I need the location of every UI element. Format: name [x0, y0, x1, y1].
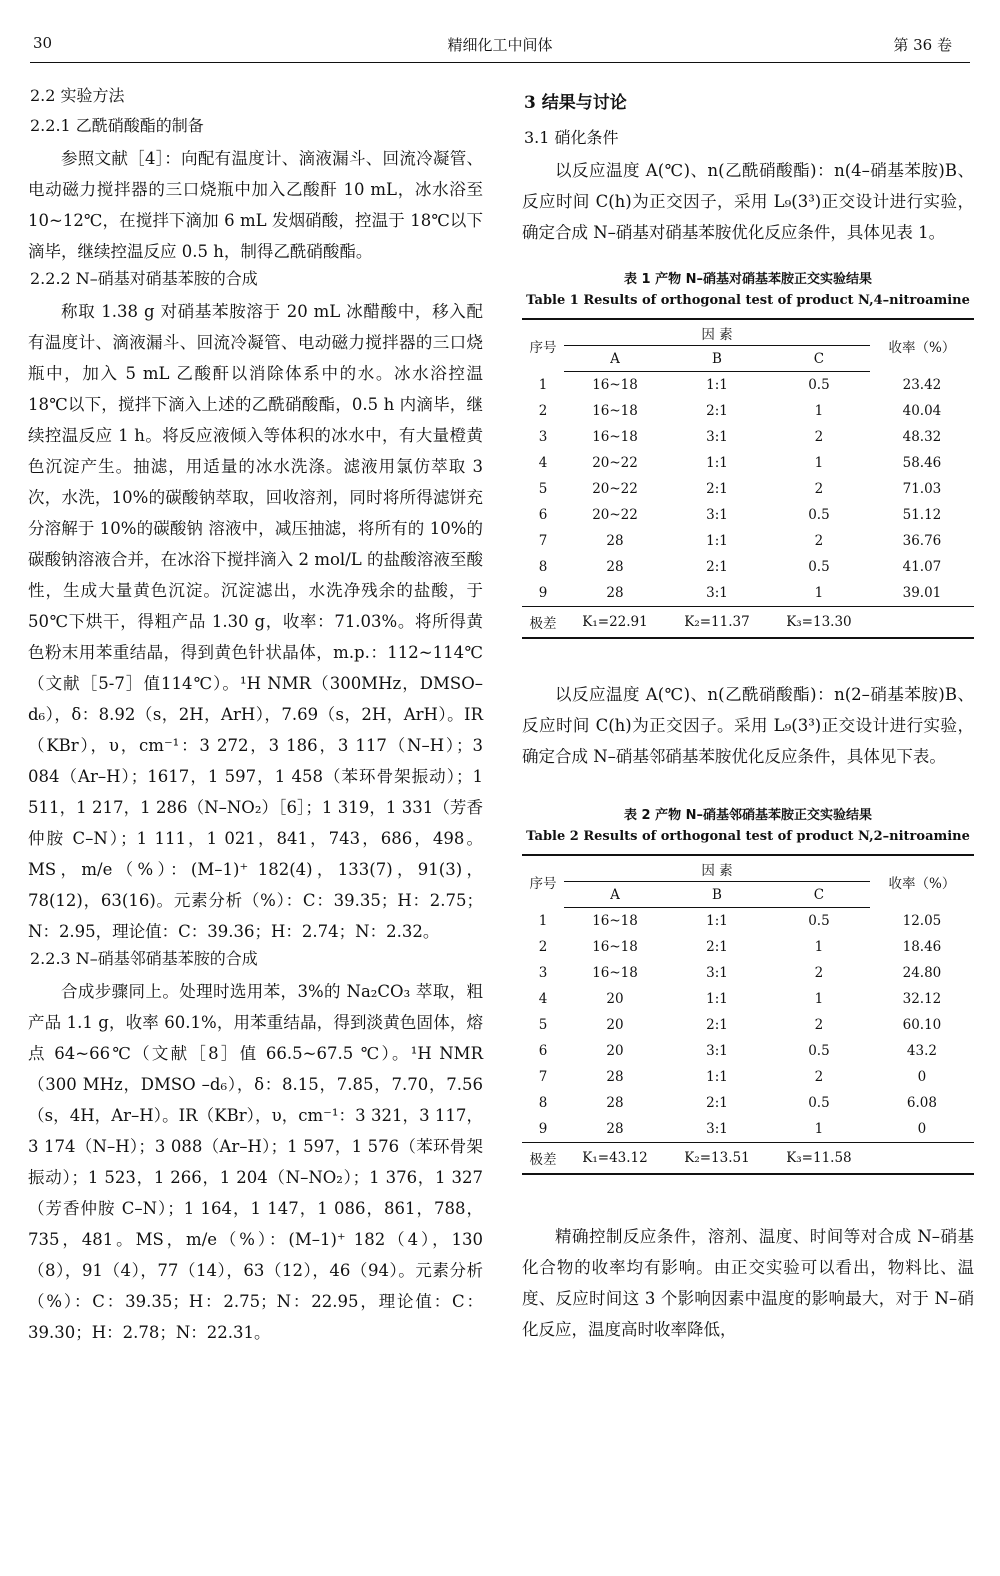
- table-caption-cn: 表 2 产物 N–硝基邻硝基苯胺正交实验结果: [623, 808, 872, 823]
- volume-label: 第 36 卷: [893, 36, 952, 54]
- table-cell: 6: [538, 1043, 548, 1059]
- table-cell: 28: [606, 585, 624, 601]
- table-cell: 3: [538, 965, 548, 981]
- table-cell: 28: [606, 1069, 624, 1085]
- table-row: [522, 398, 974, 424]
- table-cell: 20~22: [592, 481, 638, 497]
- table-cell: 1:1: [706, 913, 728, 929]
- table-cell: 20: [606, 991, 624, 1007]
- table-cell: 9: [538, 585, 548, 601]
- left-column: [28, 84, 483, 1348]
- table-row: [522, 1090, 974, 1116]
- table-row: [522, 424, 974, 450]
- table-cell: 1: [814, 1121, 824, 1137]
- table-row: [522, 450, 974, 476]
- table-row: [522, 476, 974, 502]
- range-label: 极差: [522, 607, 564, 639]
- header-cell: B: [666, 882, 768, 908]
- table-row: [522, 1116, 974, 1143]
- table-row: [522, 502, 974, 528]
- table-cell: 58.46: [902, 455, 942, 471]
- table-cell: 20~22: [592, 507, 638, 523]
- header-cell: 因 素: [701, 862, 733, 879]
- header-cell: B: [666, 346, 768, 372]
- table-cell: 2:1: [706, 1095, 728, 1111]
- table-cell: 2: [814, 1069, 824, 1085]
- section-heading: 3 结果与讨论: [524, 93, 627, 113]
- table-cell: 28: [606, 1121, 624, 1137]
- results-table: [522, 318, 974, 639]
- header-cell: 序号: [529, 875, 557, 892]
- table-cell: 3:1: [706, 585, 728, 601]
- range-k3: K₃=13.30: [768, 607, 870, 639]
- table-cell: 16~18: [592, 377, 638, 393]
- table-cell: 2: [814, 481, 824, 497]
- table-cell: 1:1: [706, 533, 728, 549]
- table-cell: 39.01: [902, 585, 942, 601]
- table-cell: 6: [538, 507, 548, 523]
- table-cell: 16~18: [592, 913, 638, 929]
- table-row: [522, 986, 974, 1012]
- paragraph: 以反应温度 A(℃)、n(乙酰硝酸酯)：n(2–硝基苯胺)B、反应时间 C(h)为正交因子。采用 L₉(3³)正交设计进行实验，确定合成 N–硝基邻硝基苯胺优化反应条件，具体见下表。: [522, 685, 974, 766]
- table-cell: 3:1: [706, 1121, 728, 1137]
- table-row: [522, 554, 974, 580]
- table-cell: 20: [606, 1043, 624, 1059]
- header-cell: C: [768, 346, 870, 372]
- table-cell: 3:1: [706, 1043, 728, 1059]
- table-cell: 51.12: [902, 507, 942, 523]
- header-cell: A: [564, 346, 666, 372]
- table-cell: 2: [538, 939, 548, 955]
- subsection-heading: 2.2.3 N–硝基邻硝基苯胺的合成: [30, 949, 258, 968]
- table-cell: 1: [814, 991, 824, 1007]
- table-cell: 6.08: [906, 1095, 937, 1111]
- paragraph: 合成步骤同上。处理时选用苯，3%的 Na₂CO₃ 萃取，粗产品 1.1 g，收率 60.1%，用苯重结晶，得到淡黄色固体，熔点 64~66℃（文献［8］值 66.5~67.5 ℃）。¹H NMR（300 MHz，DMSO –d₆），δ：8.15，7.85，7.70，7.56（s，4H，Ar–H）。IR（KBr），υ，cm⁻¹：3 321，3 117，3 174（N–H）；3 088（Ar–H）；1 597，1 576（苯环骨架振动）；1 523，1 266，1 204（N–NO₂）；1 376，1 327（芳香仲胺 C–N）；1 164，1 147，1 086，861，788，735，481。MS，m/e（%）：(M–1)⁺ 182（4），130（8），91（4），77（14），63（12），46（94）。元素分析（%）：C：39.35；H：2.75；N：22.95，理论值：C：39.30；H：2.78；N：22.31。: [28, 982, 483, 1342]
- section-heading: 2.2 实验方法: [30, 86, 125, 105]
- table-cell: 32.12: [902, 991, 942, 1007]
- table-cell: 2: [814, 533, 824, 549]
- table-cell: 48.32: [902, 429, 942, 445]
- table-cell: 43.2: [906, 1043, 937, 1059]
- table-row: [522, 1012, 974, 1038]
- table-row: [522, 960, 974, 986]
- table-cell: 4: [538, 991, 548, 1007]
- table-caption-en: Table 2 Results of orthogonal test of product N,2–nitroamine: [526, 829, 970, 844]
- table-cell: 1: [814, 455, 824, 471]
- table-cell: 8: [538, 559, 548, 575]
- table-cell: 0.5: [808, 913, 830, 929]
- table-cell: 1: [814, 939, 824, 955]
- paragraph: 称取 1.38 g 对硝基苯胺溶于 20 mL 冰醋酸中，移入配有温度计、滴液漏斗、回流冷凝管、电动磁力搅拌器的三口烧瓶中，加入 5 mL 乙酸酐以消除体系中的水。冰水浴控温 18℃以下，搅拌下滴入上述的乙酰硝酸酯，0.5 h 内滴毕，继续控温反应 1 h。将反应液倾入等体积的冰水中，有大量橙黄色沉淀产生。抽滤，用适量的冰水洗涤。滤液用氯仿萃取 3 次，水洗，10%的碳酸钠萃取，回收溶剂，同时将所得滤饼充分溶解于 10%的碳酸钠 溶液中，减压抽滤，将所有的 10%的碳酸钠溶液合并，在冰浴下搅拌滴入 2 mol/L 的盐酸溶液至酸性，生成大量黄色沉淀。沉淀滤出，水洗净残余的盐酸，于 50℃下烘干，得粗产品 1.30 g，收率：71.03%。将所得黄色粉末用苯重结晶，得到黄色针状晶体，m.p.：112~114℃（文献［5-7］值114℃）。¹H NMR（300MHz，DMSO–d₆），δ：8.92（s，2H，ArH），7.69（s，2H，ArH）。IR（KBr），υ，cm⁻¹：3 272，3 186，3 117（N–H）；3 084（Ar–H）；1617，1 597，1 458（苯环骨架振动）；1 511，1 217，1 286（N–NO₂）［6］；1 319，1 331（芳香仲胺 C–N）；1 111，1 021，841，743，686，498。MS，m/e（%）：(M–1)⁺ 182(4)，133(7)，91(3)，78(12)，63(16)。元素分析（%）：C：39.35；H：2.75；N：2.95，理论值：C：39.36；H：2.74；N：2.32。: [28, 302, 483, 941]
- header-cell: 收率（%）: [888, 875, 956, 892]
- table-row: [522, 908, 974, 935]
- subsection-heading: 3.1 硝化条件: [524, 128, 619, 147]
- table-cell: 7: [538, 533, 548, 549]
- table-row: [522, 528, 974, 554]
- table-cell: 16~18: [592, 403, 638, 419]
- table-cell: 2:1: [706, 403, 728, 419]
- table-cell: 1:1: [706, 991, 728, 1007]
- table-cell: 0.5: [808, 1043, 830, 1059]
- table-cell: 24.80: [902, 965, 942, 981]
- table-cell: 2:1: [706, 1017, 728, 1033]
- table-row: [522, 372, 974, 399]
- range-k1: K₁=22.91: [564, 607, 666, 639]
- paragraph: 参照文献［4］：向配有温度计、滴液漏斗、回流冷凝管、电动磁力搅拌器的三口烧瓶中加入乙酸酐 10 mL，冰水浴至 10~12℃，在搅拌下滴加 6 mL 发烟硝酸，控温于 18℃以下滴毕，继续控温反应 0.5 h，制得乙酰硝酸酯。: [28, 149, 483, 261]
- page-number: 30: [33, 34, 53, 52]
- table-cell: 1:1: [706, 377, 728, 393]
- table-cell: 28: [606, 1095, 624, 1111]
- header-cell: A: [564, 882, 666, 908]
- range-k2: K₂=11.37: [666, 607, 768, 639]
- table-cell: 2: [538, 403, 548, 419]
- table-cell: 0: [917, 1121, 927, 1137]
- table-cell: 2: [814, 965, 824, 981]
- table-cell: 3:1: [706, 965, 728, 981]
- table-cell: 12.05: [902, 912, 942, 929]
- table-cell: 16~18: [592, 429, 638, 445]
- table-cell: 16~18: [592, 965, 638, 981]
- right-column: [522, 84, 974, 1345]
- range-row: [522, 1143, 974, 1175]
- table-row: [522, 934, 974, 960]
- table-cell: 1: [814, 403, 824, 419]
- table-cell: 0.5: [808, 377, 830, 393]
- header-rule: [30, 62, 970, 63]
- range-row: [522, 607, 974, 639]
- table-cell: 2: [814, 429, 824, 445]
- table-cell: 28: [606, 533, 624, 549]
- table-cell: 2:1: [706, 559, 728, 575]
- table-cell: 60.10: [902, 1017, 942, 1033]
- range-label: 极差: [522, 1143, 564, 1175]
- subsection-heading: 2.2.1 乙酰硝酸酯的制备: [30, 116, 204, 135]
- table-cell: 9: [538, 1121, 548, 1137]
- journal-title: 精细化工中间体: [447, 36, 553, 54]
- subsection-heading: 2.2.2 N–硝基对硝基苯胺的合成: [30, 269, 258, 288]
- table-cell: 20~22: [592, 455, 638, 471]
- table-cell: 4: [538, 455, 548, 471]
- table-cell: 16~18: [592, 939, 638, 955]
- table-cell: 0.5: [808, 507, 830, 523]
- header-cell: C: [768, 882, 870, 908]
- table-cell: 3:1: [706, 429, 728, 445]
- table-caption-cn: 表 1 产物 N–硝基对硝基苯胺正交实验结果: [623, 272, 872, 287]
- table-cell: 1:1: [706, 1069, 728, 1085]
- table-cell: 36.76: [902, 533, 942, 549]
- range-k1: K₁=43.12: [564, 1143, 666, 1175]
- table-cell: 3: [538, 429, 548, 445]
- table-cell: 2: [814, 1017, 824, 1033]
- table-cell: 71.03: [902, 481, 942, 497]
- table-row: [522, 1038, 974, 1064]
- paragraph: 以反应温度 A(℃)、n(乙酰硝酸酯)：n(4–硝基苯胺)B、反应时间 C(h)为正交因子，采用 L₉(3³)正交设计进行实验，确定合成 N–硝基对硝基苯胺优化反应条件，具体见表 1。: [522, 161, 974, 242]
- table-row: [522, 1064, 974, 1090]
- table-cell: 23.42: [902, 376, 942, 393]
- table-cell: 1: [538, 912, 548, 929]
- table-cell: 0.5: [808, 1095, 830, 1111]
- table-cell: 2:1: [706, 939, 728, 955]
- table-cell: 0: [917, 1069, 927, 1085]
- results-table: [522, 854, 974, 1175]
- table-cell: 28: [606, 559, 624, 575]
- header-cell: 收率（%）: [888, 339, 956, 356]
- table-cell: 41.07: [902, 559, 942, 575]
- table-row: [522, 580, 974, 607]
- table-cell: 20: [606, 1017, 624, 1033]
- paragraph: 精确控制反应条件，溶剂、温度、时间等对合成 N–硝基化合物的收率均有影响。由正交实验可以看出，物料比、温度、反应时间这 3 个影响因素中温度的影响最大，对于 N–硝化反应，温度高时收率降低，: [522, 1227, 974, 1339]
- table-cell: 18.46: [902, 939, 942, 955]
- table-cell: 0.5: [808, 559, 830, 575]
- page-header: [0, 0, 1000, 58]
- table-cell: 3:1: [706, 507, 728, 523]
- range-k3: K₃=11.58: [768, 1143, 870, 1175]
- table-cell: 40.04: [902, 403, 942, 419]
- table-cell: 5: [538, 481, 548, 497]
- table-cell: 1: [814, 585, 824, 601]
- table-cell: 7: [538, 1069, 548, 1085]
- table-cell: 2:1: [706, 481, 728, 497]
- header-cell: 因 素: [701, 326, 733, 343]
- header-cell: 序号: [529, 339, 557, 356]
- range-k2: K₂=13.51: [666, 1143, 768, 1175]
- table-cell: 1:1: [706, 455, 728, 471]
- table-cell: 5: [538, 1017, 548, 1033]
- table-cell: 8: [538, 1095, 548, 1111]
- table-caption-en: Table 1 Results of orthogonal test of product N,4–nitroamine: [526, 293, 970, 308]
- table-cell: 1: [538, 376, 548, 393]
